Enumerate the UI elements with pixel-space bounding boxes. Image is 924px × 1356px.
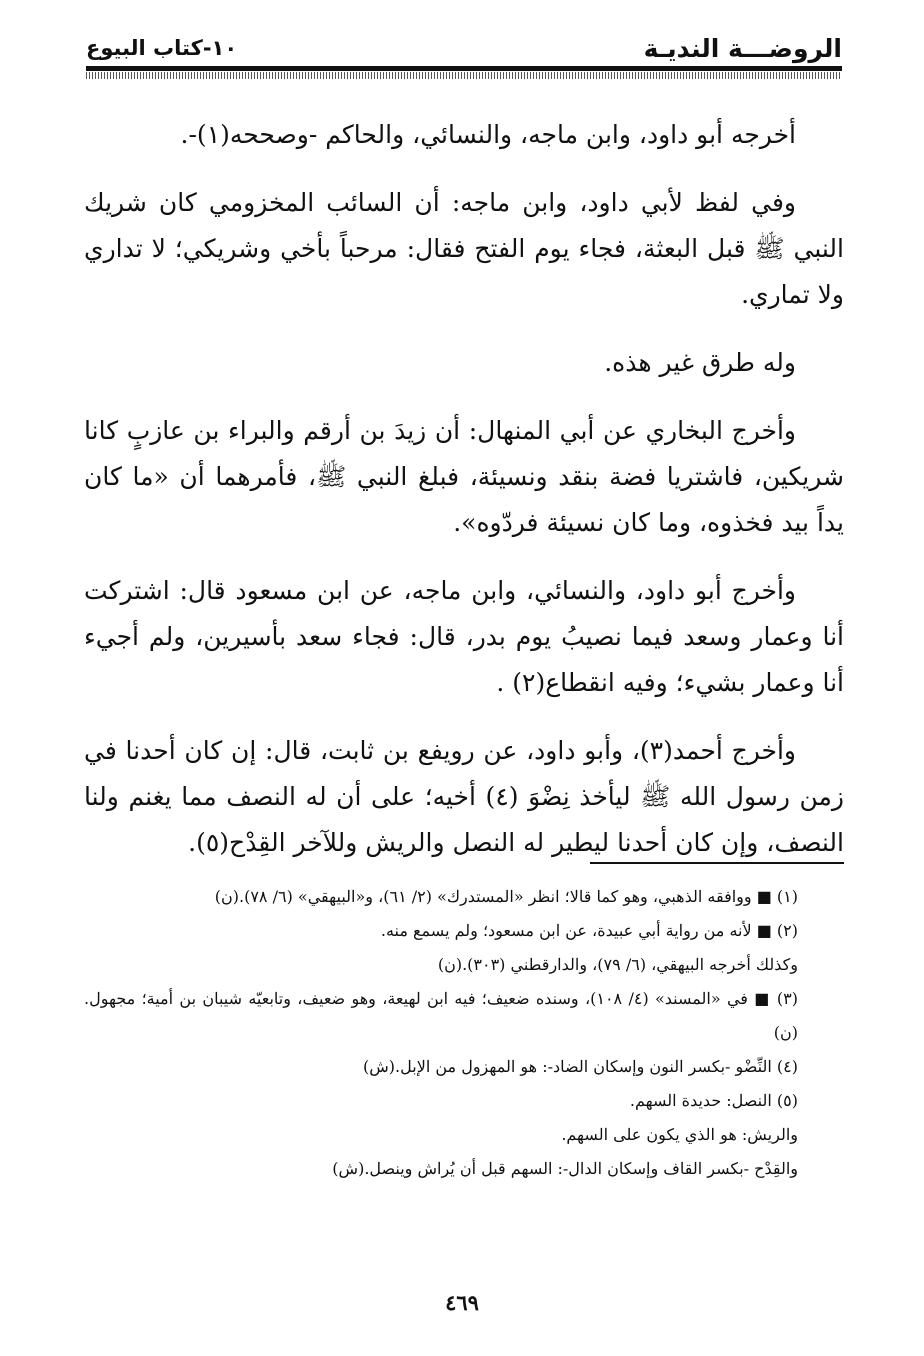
footnote: والقِدْح -بكسر القاف وإسكان الدال-: السهم قبل أن يُراش وينصل.(ش)	[332, 1159, 798, 1178]
footnote-separator	[590, 862, 844, 864]
footnote: (٤) النِّضْو -بكسر النون وإسكان الضاد-: هو المهزول من الإبل.(ش)	[363, 1057, 798, 1076]
header-hatch-rule	[86, 72, 842, 79]
paragraph: وله طرق غير هذه.	[604, 348, 796, 377]
paragraph: وأخرج أبو داود، والنسائي، وابن ماجه، عن ابن مسعود قال: اشتركت أنا وعمار وسعد فيما نصيبُ يوم بدر، قال: فجاء سعد بأسيرين، ولم أجيء أنا وعمار بشيء؛ وفيه انقطاع(٢) .	[84, 576, 844, 697]
paragraph: وأخرج البخاري عن أبي المنهال: أن زيدَ بن أرقم والبراء بن عازبٍ كانا شريكين، فاشتريا فضة بنقد ونسيئة، فبلغ النبي ﷺ، فأمرهما أن «ما كان يداً بيد فخذوه، وما كان نسيئة فردّوه».	[84, 416, 844, 537]
paragraph: وأخرج أحمد(٣)، وأبو داود، عن رويفع بن ثابت، قال: إن كان أحدنا في زمن رسول الله ﷺ ليأخذ نِضْوَ (٤) أخيه؛ على أن له النصف مما يغنم ولنا النصف، وإن كان أحدنا ليطير له النصل والريش وللآخر القِدْح(٥).	[84, 736, 844, 857]
page-number: ٤٦٩	[445, 1290, 479, 1315]
footnote: (١) ■ ووافقه الذهبي، وهو كما قالا؛ انظر «المستدرك» (٢/ ٦١)، و«البيهقي» (٦/ ٧٨).(ن)	[214, 887, 798, 906]
header-rule	[86, 66, 842, 71]
footnote: والريش: هو الذي يكون على السهم.	[561, 1125, 798, 1144]
footnote: وكذلك أخرجه البيهقي، (٦/ ٧٩)، والدارقطني (٣٠٣).(ن)	[437, 955, 798, 974]
footnote: (٥) النصل: حديدة السهم.	[629, 1091, 798, 1110]
footnotes	[84, 880, 844, 1186]
book-title: الروضـــة النديـة	[643, 34, 842, 63]
paragraph: أخرجه أبو داود، وابن ماجه، والنسائي، والحاكم -وصححه(١)-.	[180, 120, 796, 149]
main-text	[84, 112, 844, 888]
paragraph: وفي لفظ لأبي داود، وابن ماجه: أن السائب المخزومي كان شريك النبي ﷺ قبل البعثة، فجاء يوم الفتح فقال: مرحباً بأخي وشريكي؛ لا تداري ولا تماري.	[84, 188, 844, 309]
chapter-title: ١٠-كتاب البيوع	[86, 36, 238, 60]
footnote: (٣) ■ في «المسند» (٤/ ١٠٨)، وسنده ضعيف؛ فيه ابن لهيعة، وهو ضعيف، وتابعيّه شيبان بن أمية؛ مجهول.(ن)	[84, 989, 798, 1042]
footnote: (٢) ■ لأنه من رواية أبي عبيدة، عن ابن مسعود؛ ولم يسمع منه.	[380, 921, 798, 940]
